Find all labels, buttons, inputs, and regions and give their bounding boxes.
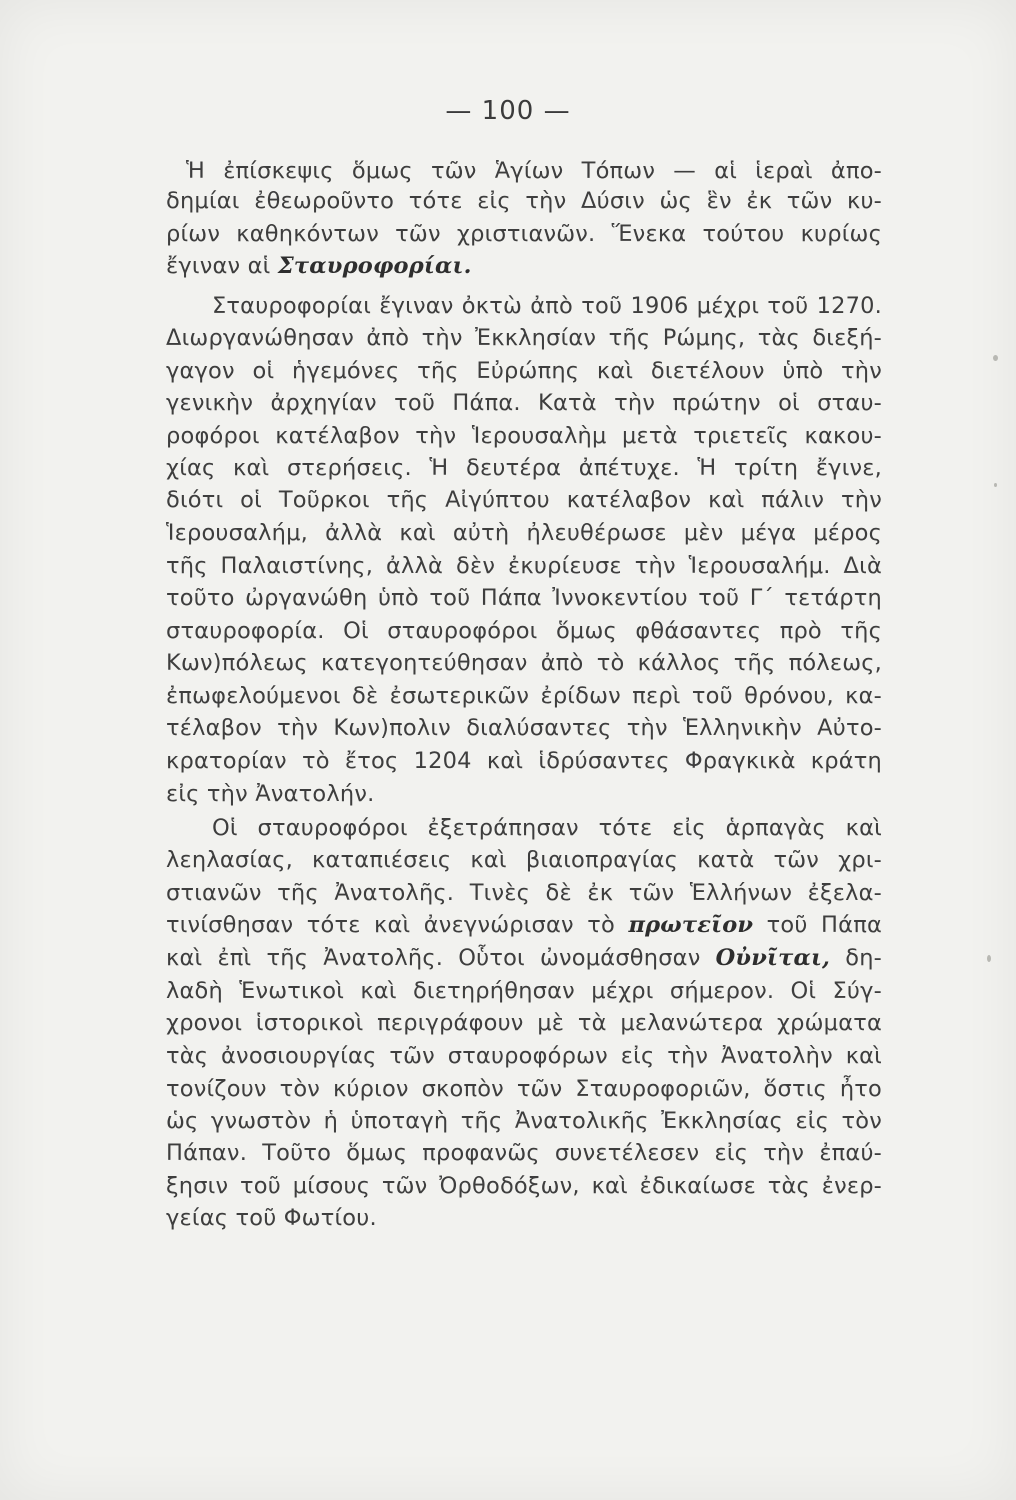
text-line <box>166 322 882 354</box>
text-line <box>166 909 882 941</box>
text-line <box>166 517 882 549</box>
text-line <box>166 250 882 282</box>
text-segment: χρονοι ἱστορικοὶ περιγράφουν μὲ τὰ μελανώτερα χρώματα <box>166 1010 882 1036</box>
text-segment: τῆς Παλαιστίνης, ἀλλὰ δὲν ἐκυρίευσε τὴν Ἱερουσαλήμ. Διὰ <box>166 553 882 579</box>
text-segment: ροφόροι κατέλαβον τὴν Ἱερουσαλὴμ μετὰ τριετεῖς κακου- <box>166 423 882 449</box>
text-line <box>166 582 882 614</box>
text-segment: τέλαβον τὴν Κων)πολιν διαλύσαντες τὴν Ἑλληνικὴν Αὐτο- <box>166 715 882 741</box>
text-segment: δημίαι ἐθεωροῦντο τότε εἰς τὴν Δύσιν ὡς ἓν ἐκ τῶν κυ- <box>166 188 882 214</box>
text-segment: λεηλασίας, καταπιέσεις καὶ βιαιοπραγίας κατὰ τῶν χρι- <box>166 847 882 873</box>
text-segment: ξησιν τοῦ μίσους τῶν Ὀρθοδόξων, καὶ ἐδικαίωσε τὰς ἐνερ- <box>166 1173 882 1199</box>
emphasized-term: Οὐνῖται, <box>715 945 831 971</box>
text-segment: Κων)πόλεως κατεγοητεύθησαν ἀπὸ τὸ κάλλος τῆς πόλεως, <box>166 650 882 676</box>
paper-speck <box>994 483 997 487</box>
text-segment: Οἱ σταυροφόροι ἐξετράπησαν τότε εἰς ἁρπαγὰς καὶ <box>212 815 882 841</box>
emphasized-term: πρωτεῖον <box>628 912 754 938</box>
text-line <box>166 1105 882 1137</box>
text-segment: Διωργανώθησαν ἀπὸ τὴν Ἐκκλησίαν τῆς Ρώμης, τὰς διεξή- <box>166 325 882 351</box>
text-line <box>186 155 882 187</box>
text-line <box>166 218 882 250</box>
text-line <box>166 778 882 810</box>
text-line <box>166 680 882 712</box>
text-line <box>166 1137 882 1169</box>
text-line <box>166 745 882 777</box>
text-segment: χίας καὶ στερήσεις. Ἡ δευτέρα ἀπέτυχε. Ἡ τρίτη ἔγινε, <box>166 455 882 481</box>
emphasized-term: Σταυροφορίαι. <box>277 253 472 279</box>
text-line <box>166 712 882 744</box>
text-segment: τοῦτο ὠργανώθη ὑπὸ τοῦ Πάπα Ἰννοκεντίου τοῦ Γ΄ τετάρτη <box>166 585 882 611</box>
text-segment: τονίζουν τὸν κύριον σκοπὸν τῶν Σταυροφοριῶν, ὅστις ἦτο <box>166 1076 882 1102</box>
text-line <box>166 975 882 1007</box>
text-line <box>166 484 882 516</box>
text-line <box>166 387 882 419</box>
text-line <box>166 420 882 452</box>
text-segment: δη- <box>830 945 882 971</box>
text-line <box>166 1040 882 1072</box>
paper-speck <box>987 955 991 962</box>
text-segment: Πάπαν. Τοῦτο ὅμως προφανῶς συνετέλεσεν εἰς τὴν ἐπαύ- <box>166 1140 882 1166</box>
text-segment: τινίσθησαν τότε καὶ ἀνεγνώρισαν τὸ <box>166 912 629 938</box>
text-line <box>166 1202 882 1234</box>
text-segment: ρίων καθηκόντων τῶν χριστιανῶν. Ἕνεκα τούτου κυρίως <box>166 221 882 247</box>
text-segment: γενικὴν ἀρχηγίαν τοῦ Πάπα. Κατὰ τὴν πρώτην οἱ σταυ- <box>166 390 882 416</box>
text-segment: κρατορίαν τὸ ἔτος 1204 καὶ ἱδρύσαντες Φραγκικὰ κράτη <box>166 748 882 774</box>
paper-speck <box>993 355 998 361</box>
text-segment: γείας τοῦ Φωτίου. <box>166 1205 377 1231</box>
text-line <box>212 812 882 844</box>
text-segment: γαγον οἱ ἡγεμόνες τῆς Εὐρώπης καὶ διετέλουν ὑπὸ τὴν <box>166 358 882 384</box>
text-line <box>166 550 882 582</box>
text-segment: τοῦ Πάπα <box>753 912 882 938</box>
text-line <box>166 452 882 484</box>
text-line <box>166 355 882 387</box>
text-segment: ἔγιναν αἱ <box>166 253 278 279</box>
text-line <box>166 1170 882 1202</box>
text-line <box>166 185 882 217</box>
text-segment: σταυροφορία. Οἱ σταυροφόροι ὅμως φθάσαντες πρὸ τῆς <box>166 618 882 644</box>
text-segment: τὰς ἀνοσιουργίας τῶν σταυροφόρων εἰς τὴν Ἀνατολὴν καὶ <box>166 1043 882 1069</box>
page-number: — 100 — <box>445 96 571 126</box>
text-segment: Ἱερουσαλήμ, ἀλλὰ καὶ αὐτὴ ἠλευθέρωσε μὲν μέγα μέρος <box>166 520 882 546</box>
text-line <box>166 942 882 974</box>
text-line <box>166 844 882 876</box>
text-segment: εἰς τὴν Ἀνατολήν. <box>166 781 375 807</box>
text-segment: στιανῶν τῆς Ἀνατολῆς. Τινὲς δὲ ἐκ τῶν Ἑλλήνων ἐξελα- <box>166 880 882 906</box>
text-segment: Ἡ ἐπίσκεψις ὅμως τῶν Ἁγίων Τόπων — αἱ ἱεραὶ ἀπο- <box>186 158 882 184</box>
text-line <box>166 877 882 909</box>
text-segment: διότι οἱ Τοῦρκοι τῆς Αἰγύπτου κατέλαβον καὶ πάλιν τὴν <box>166 487 882 513</box>
text-segment: καὶ ἐπὶ τῆς Ἀνατολῆς. Οὗτοι ὠνομάσθησαν <box>166 945 716 971</box>
text-line <box>166 1007 882 1039</box>
text-segment: Σταυροφορίαι ἔγιναν ὀκτὼ ἀπὸ τοῦ 1906 μέχρι τοῦ 1270. <box>212 293 882 319</box>
text-segment: ὡς γνωστὸν ἡ ὑποταγὴ τῆς Ἀνατολικῆς Ἐκκλησίας εἰς τὸν <box>166 1108 882 1134</box>
text-line <box>212 290 882 322</box>
text-line <box>166 615 882 647</box>
text-line <box>166 647 882 679</box>
text-segment: ἐπωφελούμενοι δὲ ἐσωτερικῶν ἐρίδων περὶ τοῦ θρόνου, κα- <box>166 683 882 709</box>
text-line <box>166 1073 882 1105</box>
text-segment: λαδὴ Ἑνωτικοὶ καὶ διετηρήθησαν μέχρι σήμερον. Οἱ Σύγ- <box>166 978 882 1004</box>
